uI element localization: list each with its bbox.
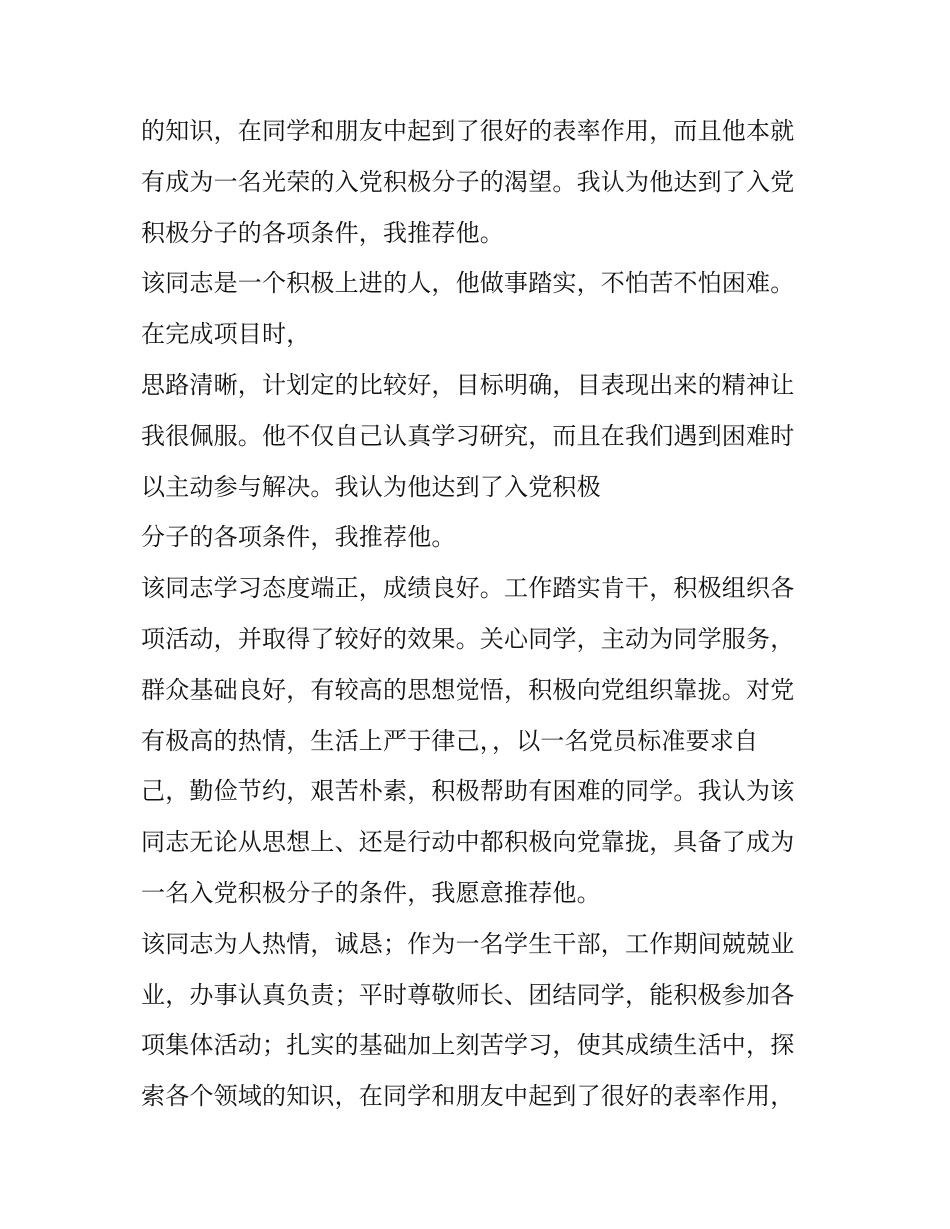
text-line: 我很佩服。他不仅自己认真学习研究，而且在我们遇到困难时 <box>141 421 795 450</box>
text-line: 业，办事认真负责；平时尊敬师长、团结同学，能积极参加各 <box>141 980 795 1009</box>
text-line: 该同志为人热情，诚恳；作为一名学生干部，工作期间兢兢业 <box>141 929 795 958</box>
document-body <box>141 106 831 1122</box>
text-line: 思路清晰，计划定的比较好，目标明确，目表现出来的精神让 <box>141 370 795 399</box>
text-line: 群众基础良好，有较高的思想觉悟，积极向党组织靠拢。对党 <box>141 675 795 704</box>
text-line: 同志无论从思想上、还是行动中都积极向党靠拢，具备了成为 <box>141 828 795 857</box>
text-line: 一名入党积极分子的条件，我愿意推荐他。 <box>141 878 601 907</box>
text-line: 项活动，并取得了较好的效果。关心同学，主动为同学服务， <box>141 624 795 653</box>
text-line: 有成为一名光荣的入党积极分子的渴望。我认为他达到了入党 <box>141 167 795 196</box>
text-line: 在完成项目时， <box>141 320 311 349</box>
text-line: 该同志是一个积极上进的人，他做事踏实，不怕苦不怕困难。 <box>141 269 795 298</box>
text-line: 索各个领域的知识，在同学和朋友中起到了很好的表率作用， <box>141 1082 795 1111</box>
text-line: 积极分子的各项条件，我推荐他。 <box>141 218 504 247</box>
text-line: 分子的各项条件，我推荐他。 <box>141 523 456 552</box>
text-line: 的知识，在同学和朋友中起到了很好的表率作用，而且他本就 <box>141 117 795 145</box>
text-line: 有极高的热情，生活上严于律己，，以一名党员标准要求自 <box>141 726 759 755</box>
text-line: 项集体活动；扎实的基础加上刻苦学习，使其成绩生活中，探 <box>141 1031 795 1060</box>
text-line: 以主动参与解决。我认为他达到了入党积极 <box>141 472 601 501</box>
text-line: 该同志学习态度端正，成绩良好。工作踏实肯干，积极组织各 <box>141 574 795 603</box>
text-line: 己，勤俭节约，艰苦朴素，积极帮助有困难的同学。我认为该 <box>141 777 795 806</box>
